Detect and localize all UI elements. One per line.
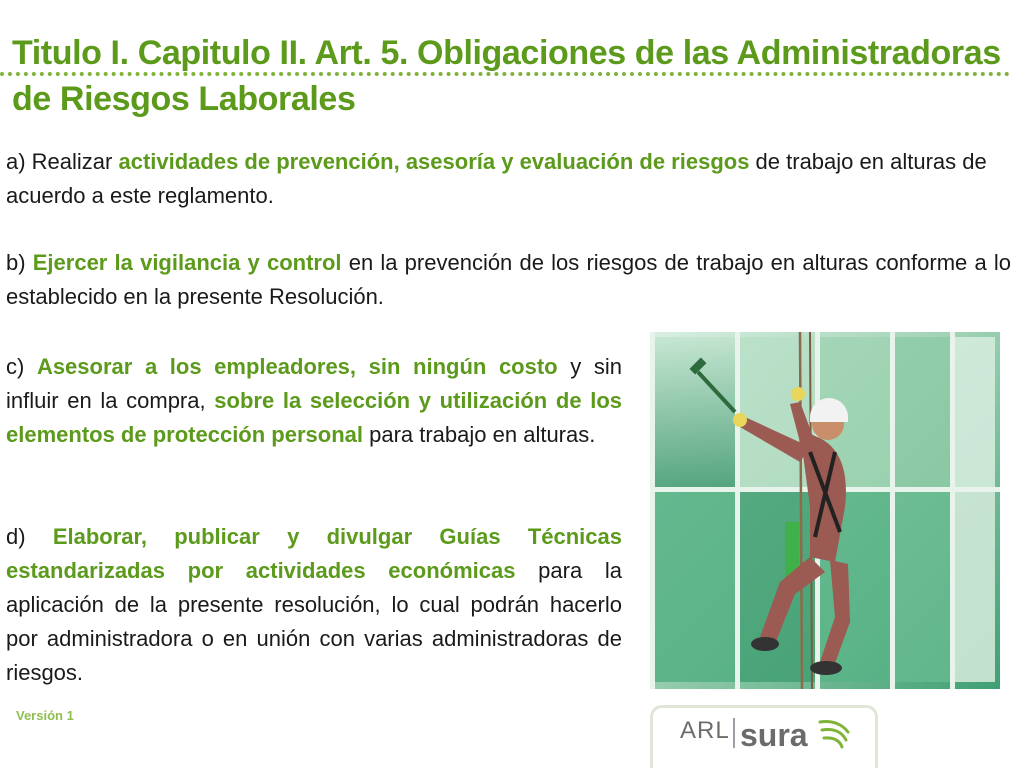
paragraph-c: [6, 350, 622, 452]
worker-at-height-illustration: [650, 332, 1000, 689]
logo-arl-text: ARL: [680, 717, 730, 744]
version-label: Versión 1: [16, 708, 74, 723]
paragraph-d-text-1: d): [6, 524, 53, 549]
paragraph-c-text-3: para trabajo en alturas.: [362, 422, 596, 447]
paragraph-b-highlight: Ejercer la vigilancia y control: [32, 250, 342, 275]
sura-logo-text: sura: [740, 717, 808, 753]
title-dotted-divider: [0, 72, 1010, 76]
worker-at-height-photo: [650, 332, 1000, 689]
paragraph-d-text-2: para la aplicación de la presente resolución, lo cual podrán hacerlo por administradora o en unión con varias administradoras de riesgos.: [6, 558, 622, 685]
paragraph-c-highlight-2: sobre la selección y utilización de los elementos de protección personal: [6, 388, 622, 447]
paragraph-d: [6, 520, 622, 690]
paragraph-a: [6, 145, 1011, 213]
paragraph-c-highlight-1: Asesorar a los empleadores, sin ningún costo: [36, 354, 558, 379]
paragraph-d-highlight: Elaborar, publicar y divulgar Guías Técnicas estandarizadas por actividades económicas: [6, 524, 622, 583]
paragraph-a-text-2: de trabajo en alturas de acuerdo a este reglamento.: [6, 149, 987, 208]
paragraph-a-text-1: a) Realizar: [6, 149, 119, 174]
paragraph-b-text-1: b): [6, 250, 33, 275]
paragraph-c-text-1: c): [6, 354, 37, 379]
sura-logo-icon: [738, 708, 858, 756]
paragraph-a-highlight: actividades de prevención, asesoría y evaluación de riesgos: [118, 149, 750, 174]
logo-separator: [733, 718, 735, 748]
paragraph-c-text-2: y sin influir en la compra,: [6, 354, 622, 413]
paragraph-b: [6, 246, 1011, 314]
slide-title: Titulo I. Capitulo II. Art. 5. Obligaciones de las Administradoras de Riesgos Laborales: [12, 34, 1001, 118]
paragraph-b-text-2: en la prevención de los riesgos de trabajo en alturas conforme a lo establecido en la presente Resolución.: [6, 250, 1011, 309]
